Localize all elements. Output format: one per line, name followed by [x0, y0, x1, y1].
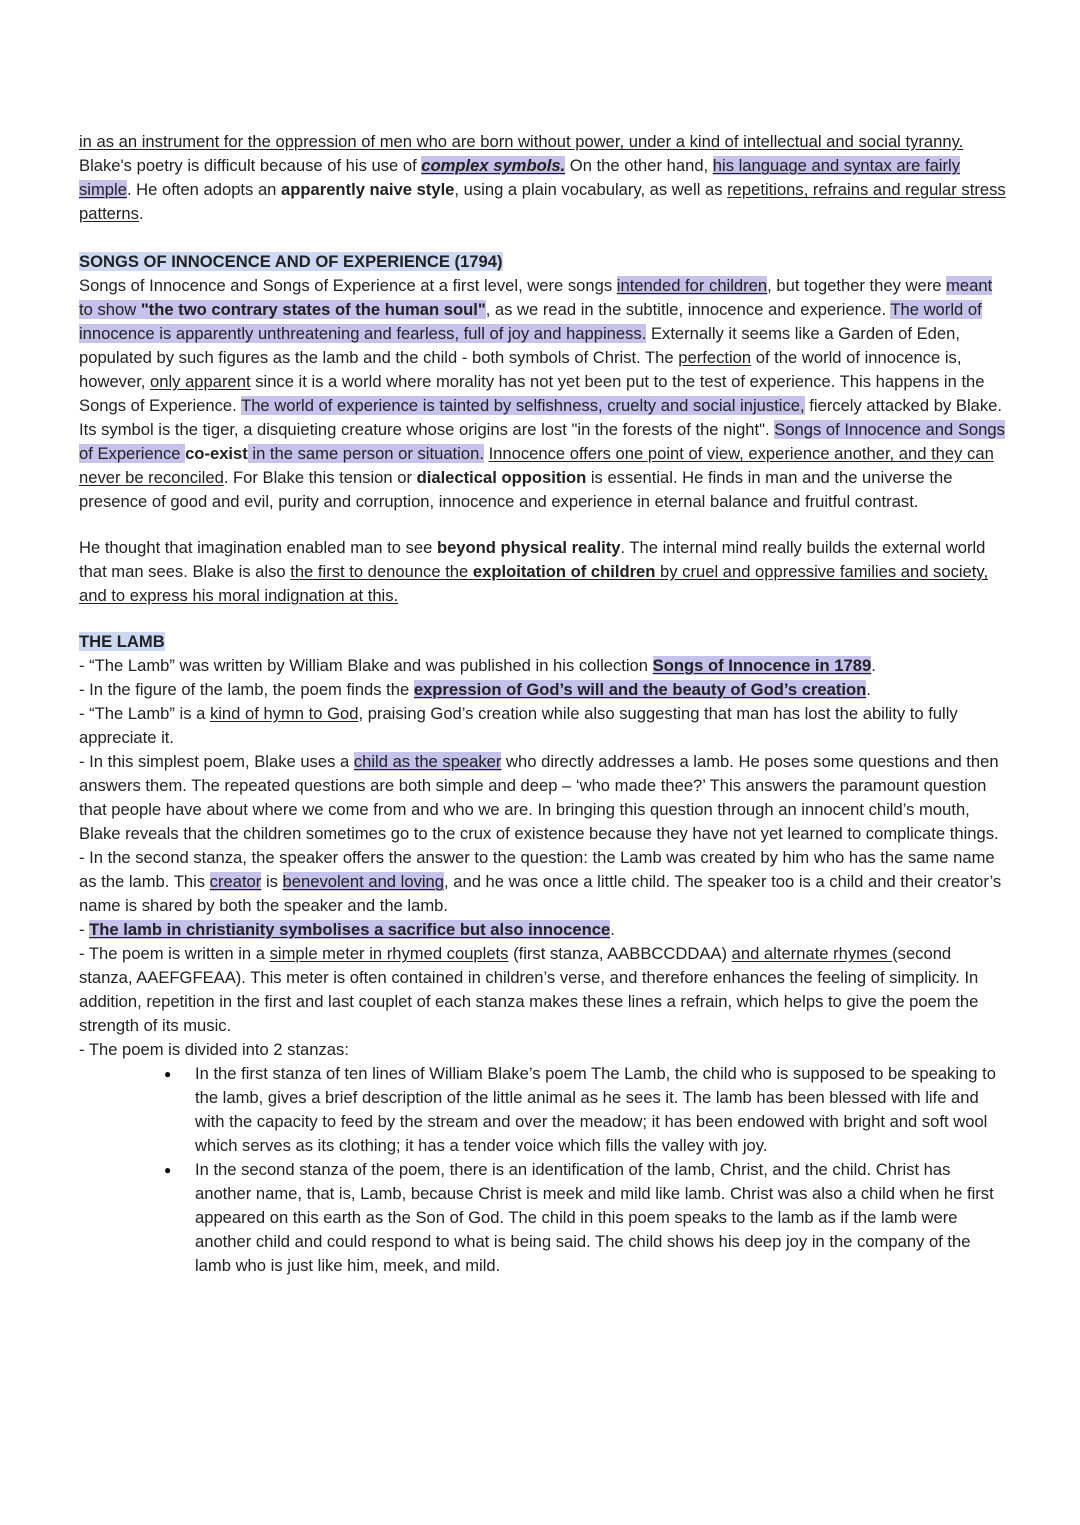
document-page — [79, 130, 1009, 1278]
lamb-point-1: - “The Lamb” was written by William Blake and was published in his collection Songs of Innocence in 1789. — [79, 656, 876, 675]
lamb-point-5: - In the second stanza, the speaker offers the answer to the question: the Lamb was created by him who has the same name as the lamb. This creator is benevolent and loving, and he was once a little child. The speaker too is a child and their creator’s name is shared by both the speaker and the lamb. — [79, 848, 1002, 915]
list-item: ● In the first stanza of ten lines of William Blake’s poem The Lamb, the child who is supposed to be speaking to the lamb, gives a brief description of the little animal as he sees it. The lamb has been blessed with life and with the capacity to feed by the stream and over the meadow; it has been endowed with bright and soft wool which serves as its clothing; it has a tender voice which fills the valley with joy. — [195, 1062, 1009, 1158]
lamb-point-4: - In this simplest poem, Blake uses a child as the speaker who directly addresses a lamb. He poses some questions and then answers them. The repeated questions are both simple and deep – ‘who made thee?’ This answers the paramount question that people have about where we come from and who we are. In bringing this question through an innocent child’s mouth, Blake reveals that the children sometimes go to the crux of existence because they have not yet learned to complicate things. — [79, 752, 999, 843]
section-heading-the-lamb: THE LAMB — [79, 632, 165, 651]
lamb-point-8: - The poem is divided into 2 stanzas: — [79, 1040, 349, 1059]
lamb-point-6: - The lamb in christianity symbolises a sacrifice but also innocence. — [79, 920, 615, 939]
lamb-point-3: - “The Lamb” is a kind of hymn to God, praising God’s creation while also suggesting that man has lost the ability to fully appreciate it. — [79, 704, 958, 747]
songs-paragraph: Songs of Innocence and Songs of Experience at a first level, were songs intended for children, but together they were meant to show "the two contrary states of the human soul", as we read in the subtitle, innocence and experience. The world of innocence is apparently unthreatening and fearless, full of joy and happiness. Externally it seems like a Garden of Eden, populated by such figures as the lamb and the child - both symbols of Christ. The perfection of the world of innocence is, however, only apparent since it is a world where morality has not yet been put to the test of experience. This happens in the Songs of Experience. The world of experience is tainted by selfishness, cruelty and social injustice, fiercely attacked by Blake. Its symbol is the tiger, a disquieting creature whose origins are lost "in the forests of the night". Songs of Innocence and Songs of Experience co-exist in the same person or situation. Innocence offers one point of view, experience another, and they can never be reconciled. For Blake this tension or dialectical opposition is essential. He finds in man and the universe the presence of good and evil, purity and corruption, innocence and experience in eternal balance and fruitful contrast. — [79, 276, 1005, 511]
stanza-bullet-list — [79, 1062, 1009, 1278]
list-item: ● In the second stanza of the poem, there is an identification of the lamb, Christ, and the child. Christ has another name, that is, Lamb, because Christ is meek and mild like lamb. Christ was also a child when he first appeared on this earth as the Son of God. The child in this poem speaks to the lamb as if the lamb were another child and could respond to what is being said. The child shows his deep joy in the company of the lamb who is just like him, meek, and mild. — [195, 1158, 1009, 1278]
lamb-point-2: - In the figure of the lamb, the poem finds the expression of God’s will and the beauty of God’s creation. — [79, 680, 871, 699]
imagination-paragraph: He thought that imagination enabled man to see beyond physical reality. The internal mind really builds the external world that man sees. Blake is also the first to denounce the exploitation of children by cruel and oppressive families and society, and to express his moral indignation at this. — [79, 538, 989, 605]
section-heading-songs: SONGS OF INNOCENCE AND OF EXPERIENCE (1794) — [79, 252, 503, 271]
lamb-point-7: - The poem is written in a simple meter in rhymed couplets (first stanza, AABBCCDDAA) and alternate rhymes (second stanza, AAEFGFEAA). This meter is often contained in children’s verse, and therefore enhances the feeling of simplicity. In addition, repetition in the first and last couplet of each stanza makes these lines a refrain, which helps to give the poem the strength of its music. — [79, 944, 979, 1035]
intro-paragraph: in as an instrument for the oppression of men who are born without power, under a kind of intellectual and social tyranny. Blake's poetry is difficult because of his use of complex symbols. On the other hand, his language and syntax are fairly simple. He often adopts an apparently naive style, using a plain vocabulary, as well as repetitions, refrains and regular stress patterns. — [79, 132, 1006, 223]
